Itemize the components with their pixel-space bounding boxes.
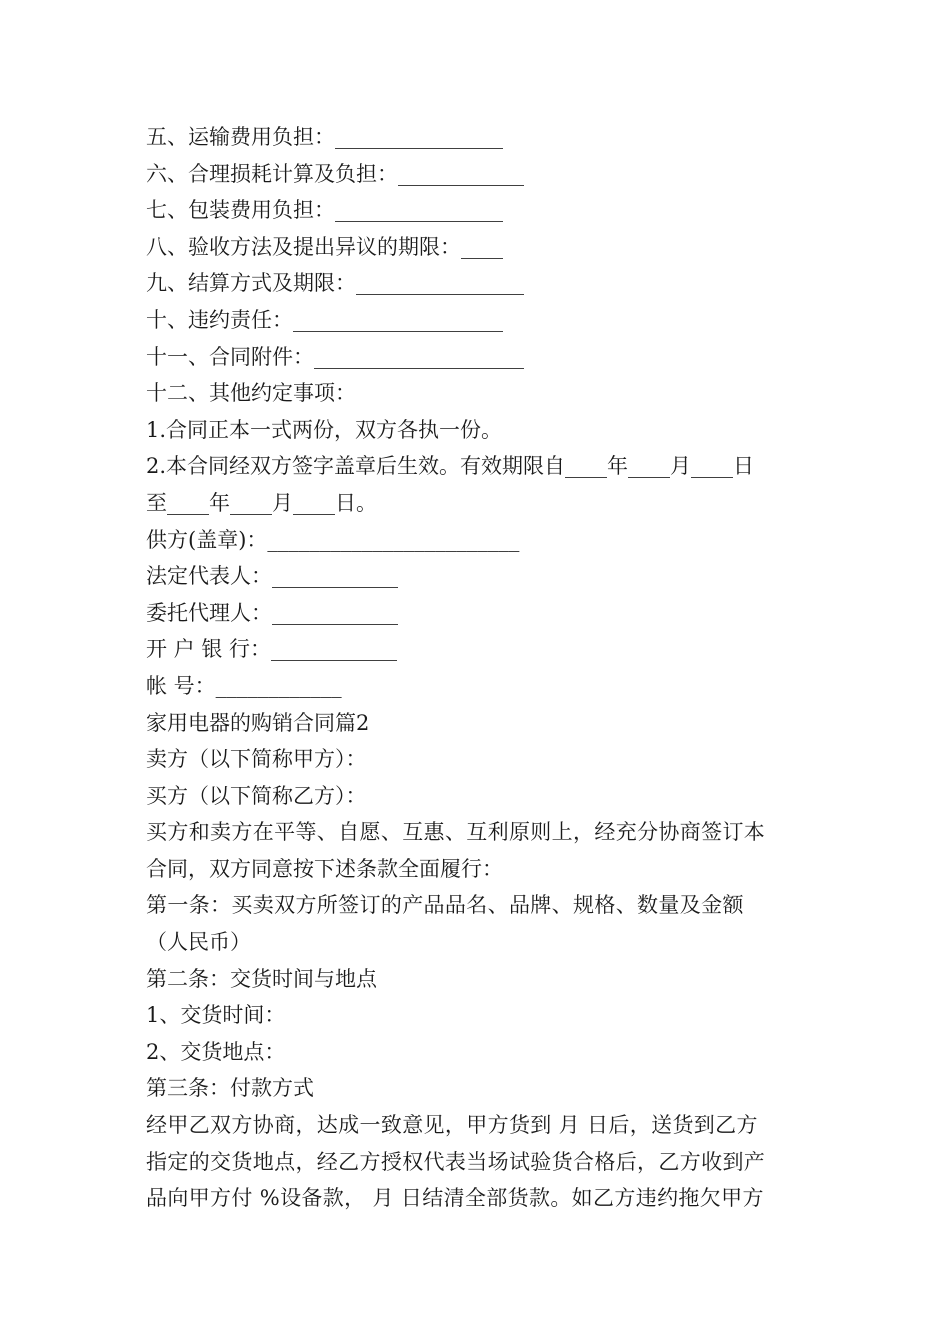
delivery-time-field: 1、交货时间：	[146, 1003, 286, 1028]
article-1-line-2: （人民币）	[146, 930, 251, 955]
clause-12-other-terms: 十二、其他约定事项：	[146, 381, 356, 406]
clause-10-liability: 十、违约责任：____________________	[146, 307, 503, 332]
clause-11-attachments: 十一、合同附件：____________________	[146, 344, 524, 369]
authorized-agent-field: 委托代理人：____________	[146, 600, 398, 625]
payment-paragraph-line-1: 经甲乙双方协商，达成一致意见，甲方货到 月 日后，送货到乙方	[146, 1113, 758, 1138]
clause-6-loss-calculation: 六、合理损耗计算及负担：____________	[146, 161, 524, 186]
buyer-field: 买方（以下简称乙方）：	[146, 783, 367, 808]
article-3-heading: 第三条：付款方式	[146, 1076, 314, 1101]
supplier-seal-field: 供方(盖章)：________________________	[146, 527, 520, 552]
seller-field: 卖方（以下简称甲方）：	[146, 747, 367, 772]
term-1-copies: 1.合同正本一式两份，双方各执一份。	[146, 417, 503, 442]
delivery-location-field: 2、交货地点：	[146, 1039, 286, 1064]
clause-8-acceptance-method: 八、验收方法及提出异议的期限：____	[146, 234, 503, 259]
article-2-heading: 第二条：交货时间与地点	[146, 966, 377, 991]
account-field: 帐 号：____________	[146, 673, 342, 698]
bank-field: 开 户 银 行：____________	[146, 637, 398, 662]
term-2-validity: 2.本合同经双方签字盖章后生效。有效期限自____年____月____日	[146, 454, 755, 479]
payment-paragraph-line-3: 品向甲方付 %设备款， 月 日结清全部货款。如乙方违约拖欠甲方	[146, 1186, 764, 1211]
payment-paragraph-line-2: 指定的交货地点，经乙方授权代表当场试验货合格后，乙方收到产	[146, 1149, 766, 1174]
article-1-line-1: 第一条：买卖双方所签订的产品品名、品牌、规格、数量及金额	[146, 893, 744, 918]
preamble-paragraph-line-1: 买方和卖方在平等、自愿、互惠、互利原则上，经充分协商签订本	[146, 820, 766, 845]
section-title-contract-2: 家用电器的购销合同篇2	[146, 710, 370, 735]
clause-7-packaging-cost: 七、包装费用负担：________________	[146, 198, 503, 223]
legal-representative-field: 法定代表人：____________	[146, 564, 398, 589]
term-2-validity-end: 至____年____月____日。	[146, 490, 377, 515]
document-body	[146, 119, 810, 1217]
clause-9-settlement: 九、结算方式及期限：________________	[146, 271, 524, 296]
preamble-paragraph-line-2: 合同，双方同意按下述条款全面履行：	[146, 856, 503, 881]
clause-5-transport-cost: 五、运输费用负担：________________	[146, 125, 503, 149]
